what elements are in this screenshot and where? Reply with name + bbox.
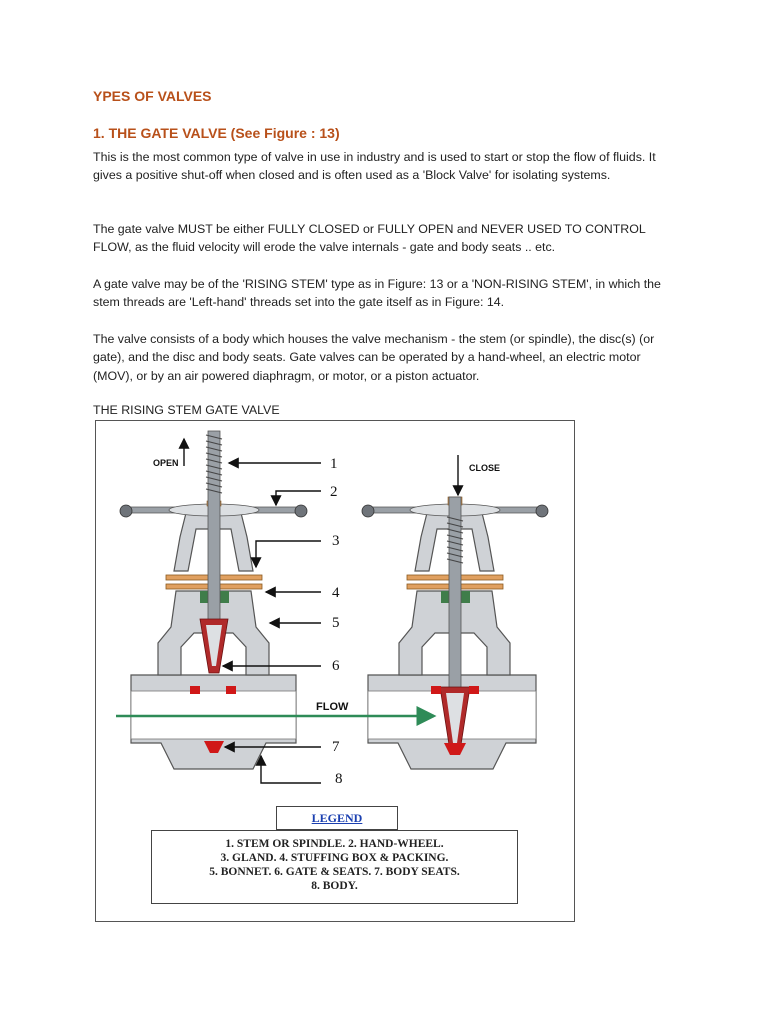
legend-line: 8. BODY. bbox=[311, 880, 358, 892]
paragraph-stem-types: A gate valve may be of the 'RISING STEM' type as in Figure: 13 or a 'NON-RISING STEM', in which the stem threads are 'Left-hand' threads set into the gate itself as in Figure: 14. bbox=[93, 277, 661, 310]
close-label: CLOSE bbox=[469, 463, 501, 473]
legend-line: 1. STEM OR SPINDLE. 2. HAND-WHEEL. bbox=[225, 838, 444, 850]
callout-1: 1 bbox=[330, 456, 338, 472]
stem bbox=[449, 497, 461, 697]
paragraph-construction: The valve consists of a body which houses the valve mechanism - the stem (or spindle), the disc(s) (or gate), and the disc and body seats. Gate valves can be operated by a hand-wheel, an electric motor (MOV), or by an air powered diaphragm, or motor, or a piston actuator. bbox=[93, 332, 655, 383]
callout-2: 2 bbox=[330, 484, 338, 500]
seat-left bbox=[190, 686, 200, 694]
seat-right bbox=[469, 686, 479, 694]
page-heading: YPES OF VALVES bbox=[93, 88, 212, 104]
seat-right bbox=[226, 686, 236, 694]
callout-6: 6 bbox=[332, 658, 340, 674]
gate-valve-figure bbox=[95, 420, 575, 922]
open-label: OPEN bbox=[153, 458, 179, 468]
section-heading: 1. THE GATE VALVE (See Figure : 13) bbox=[93, 125, 340, 141]
legend-title-text: LEGEND bbox=[311, 811, 363, 825]
callout-3: 3 bbox=[332, 533, 340, 549]
legend-box bbox=[151, 830, 518, 904]
paragraph-usage-warning: The gate valve MUST be either FULLY CLOSED or FULLY OPEN and NEVER USED TO CONTROL FLOW, as the fluid velocity will erode the valve internals - gate and body seats .. etc. bbox=[93, 222, 646, 255]
callout-8: 8 bbox=[335, 771, 343, 787]
paragraph-intro: This is the most common type of valve in use in industry and is used to start or stop the flow of fluids. It gives a positive shut-off when closed and is often used as a 'Block Valve' for isolating systems. bbox=[93, 150, 656, 183]
callout-7: 7 bbox=[332, 739, 340, 755]
legend-line: 5. BONNET. 6. GATE & SEATS. 7. BODY SEATS. bbox=[209, 866, 460, 878]
closed-valve bbox=[362, 455, 548, 769]
callout-4: 4 bbox=[332, 585, 340, 601]
legend-line: 3. GLAND. 4. STUFFING BOX & PACKING. bbox=[220, 852, 449, 864]
flow-label: FLOW bbox=[316, 701, 349, 713]
open-valve bbox=[120, 431, 307, 769]
figure-caption: THE RISING STEM GATE VALVE bbox=[93, 403, 280, 417]
callout-5: 5 bbox=[332, 615, 340, 631]
seat-left bbox=[431, 686, 441, 694]
legend-title bbox=[276, 806, 398, 830]
